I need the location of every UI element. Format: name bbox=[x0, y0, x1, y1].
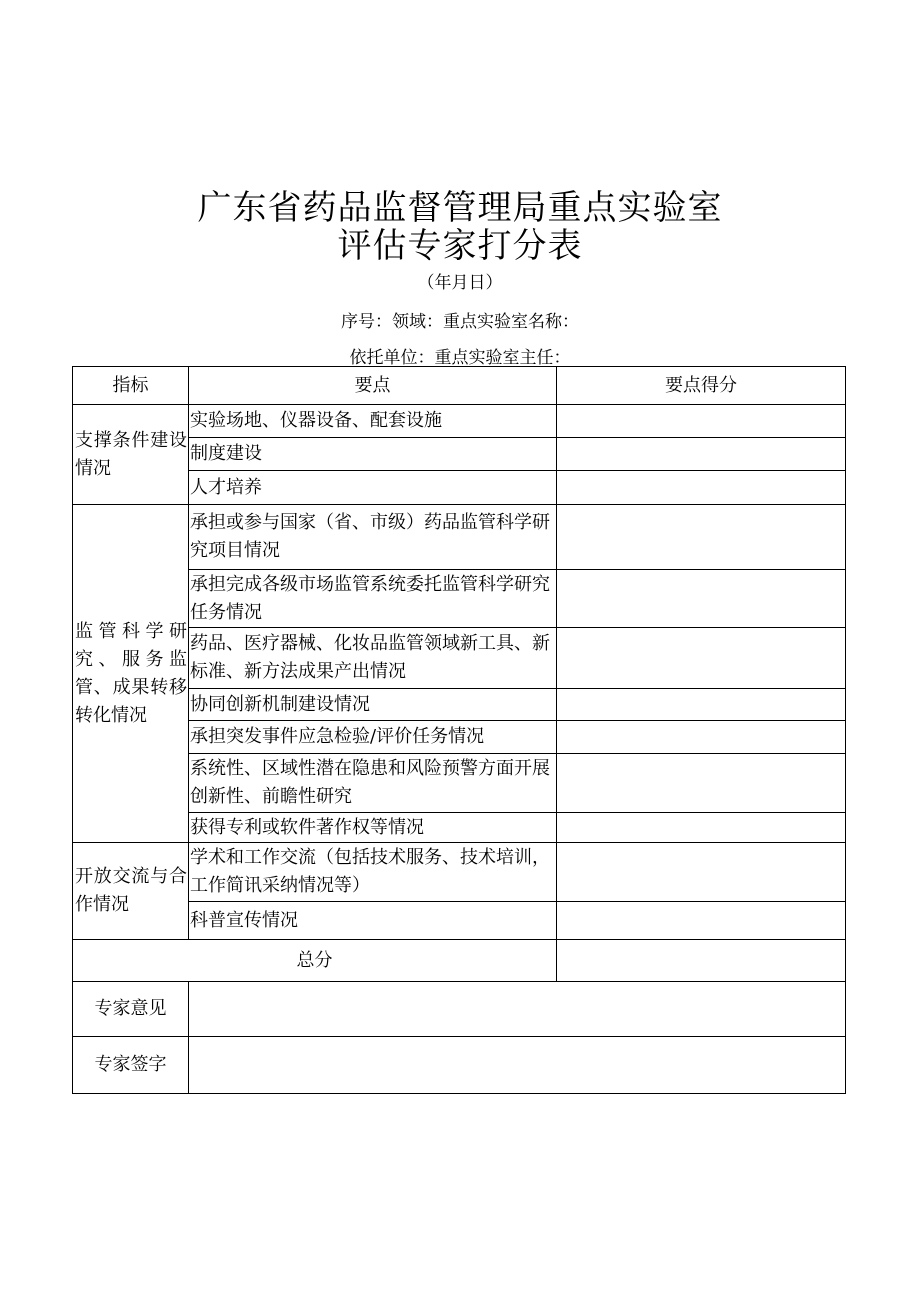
score-input-cell[interactable] bbox=[557, 405, 846, 438]
date-label: （年月日） bbox=[417, 273, 503, 293]
table-row bbox=[73, 754, 846, 813]
point-cell: 系统性、区域性潜在隐患和风险预警方面开展创新性、前瞻性研究 bbox=[189, 754, 557, 813]
total-row bbox=[73, 940, 846, 982]
indicator-regulatory-science: 监管科学研究、服务监管、成果转移转化情况 bbox=[73, 505, 189, 843]
opinion-input-cell[interactable] bbox=[189, 982, 846, 1037]
info-line-2: 依托单位：重点实验室主任： bbox=[349, 348, 571, 368]
score-input-cell[interactable] bbox=[557, 689, 846, 721]
table-row bbox=[73, 628, 846, 689]
table-header-row bbox=[73, 367, 846, 405]
score-input-cell[interactable] bbox=[557, 471, 846, 505]
total-label: 总分 bbox=[73, 940, 557, 982]
point-cell: 承担完成各级市场监管系统委托监管科学研究任务情况 bbox=[189, 570, 557, 628]
table-row bbox=[73, 813, 846, 843]
score-input-cell[interactable] bbox=[557, 721, 846, 754]
table-row bbox=[73, 471, 846, 505]
signature-input-cell[interactable] bbox=[189, 1037, 846, 1094]
score-input-cell[interactable] bbox=[557, 628, 846, 689]
table-row bbox=[73, 505, 846, 570]
point-cell: 科普宣传情况 bbox=[189, 902, 557, 940]
score-table bbox=[72, 366, 846, 1094]
point-cell: 承担突发事件应急检验/评价任务情况 bbox=[189, 721, 557, 754]
page-title-line1: 广东省药品监督管理局重点实验室 bbox=[197, 188, 723, 228]
point-cell: 制度建设 bbox=[189, 438, 557, 471]
score-input-cell[interactable] bbox=[557, 754, 846, 813]
indicator-support-conditions: 支撑条件建设情况 bbox=[73, 405, 189, 505]
table-row bbox=[73, 689, 846, 721]
page-title-line2: 评估专家打分表 bbox=[337, 226, 583, 266]
info-line-1: 序号：领域：重点实验室名称： bbox=[341, 312, 579, 332]
signature-row bbox=[73, 1037, 846, 1094]
signature-label: 专家签字 bbox=[73, 1037, 189, 1094]
point-cell: 获得专利或软件著作权等情况 bbox=[189, 813, 557, 843]
score-input-cell[interactable] bbox=[557, 505, 846, 570]
score-input-cell[interactable] bbox=[557, 843, 846, 902]
header-indicator: 指标 bbox=[73, 367, 189, 405]
indicator-open-exchange: 开放交流与合作情况 bbox=[73, 843, 189, 940]
point-cell: 承担或参与国家（省、市级）药品监管科学研究项目情况 bbox=[189, 505, 557, 570]
table-row bbox=[73, 438, 846, 471]
table-row bbox=[73, 721, 846, 754]
point-cell: 人才培养 bbox=[189, 471, 557, 505]
table-row bbox=[73, 570, 846, 628]
opinion-label: 专家意见 bbox=[73, 982, 189, 1037]
table-row bbox=[73, 902, 846, 940]
score-input-cell[interactable] bbox=[557, 570, 846, 628]
header-points: 要点 bbox=[189, 367, 557, 405]
table-row bbox=[73, 843, 846, 902]
score-input-cell[interactable] bbox=[557, 902, 846, 940]
header-score: 要点得分 bbox=[557, 367, 846, 405]
point-cell: 协同创新机制建设情况 bbox=[189, 689, 557, 721]
opinion-row bbox=[73, 982, 846, 1037]
point-cell: 药品、医疗器械、化妆品监管领域新工具、新标准、新方法成果产出情况 bbox=[189, 628, 557, 689]
score-input-cell[interactable] bbox=[557, 813, 846, 843]
point-cell: 学术和工作交流（包括技术服务、技术培训，工作简讯采纳情况等） bbox=[189, 843, 557, 902]
score-input-cell[interactable] bbox=[557, 438, 846, 471]
total-score-cell[interactable] bbox=[557, 940, 846, 982]
point-cell: 实验场地、仪器设备、配套设施 bbox=[189, 405, 557, 438]
table-row bbox=[73, 405, 846, 438]
